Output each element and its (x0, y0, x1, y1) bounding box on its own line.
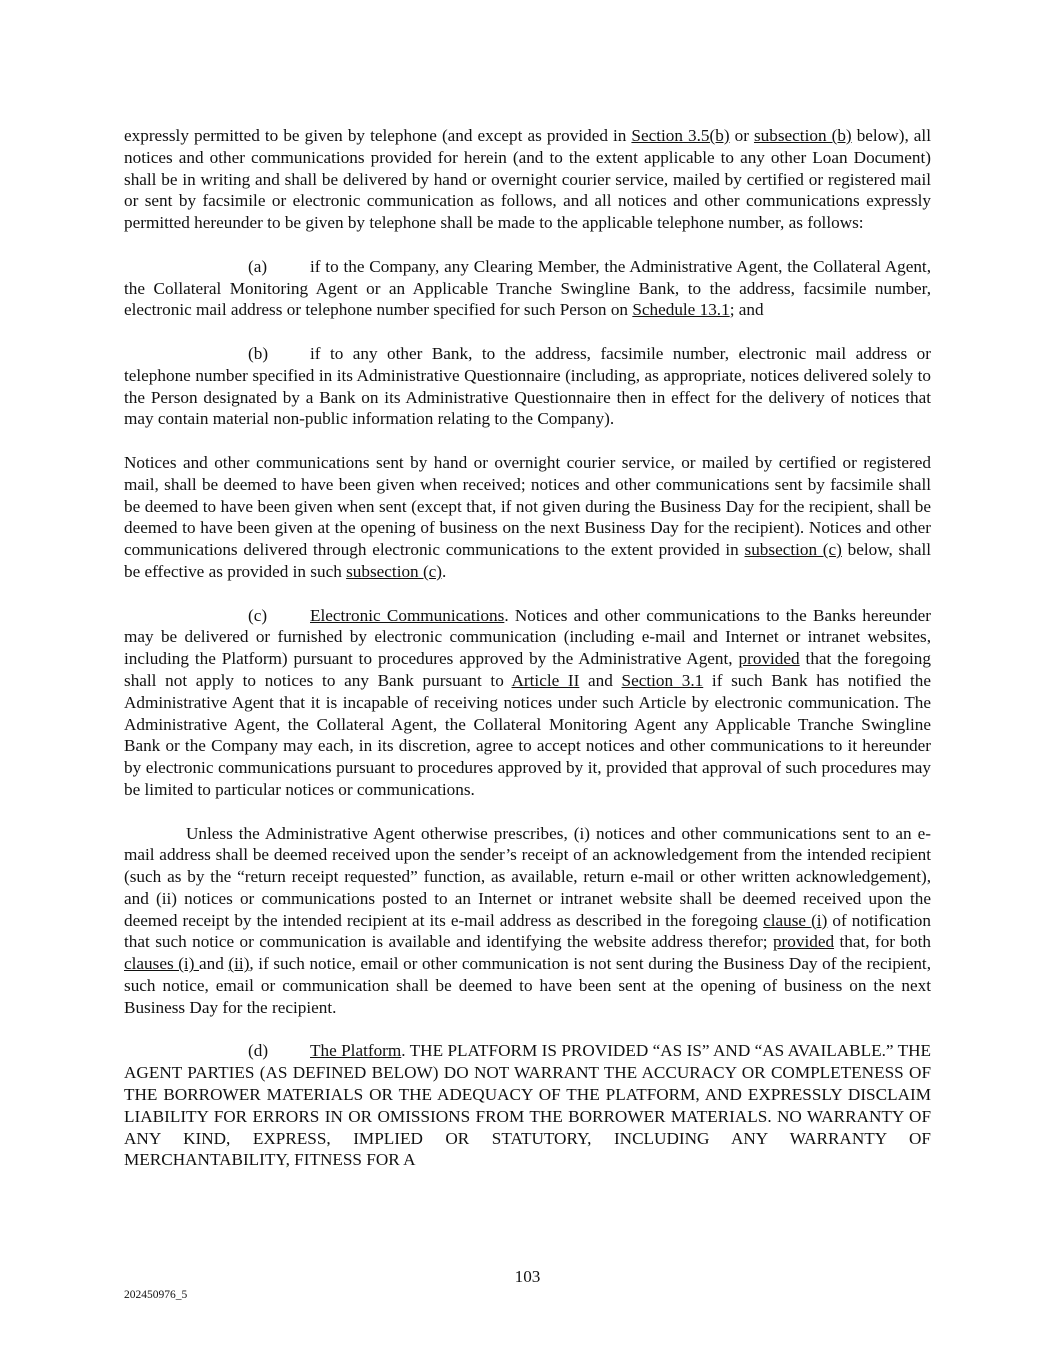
text-run: ; and (729, 300, 764, 320)
cross-reference: clauses (i) (124, 954, 200, 974)
cross-reference: Section 3.1 (621, 670, 704, 690)
text-run: Unless the Administrative Agent otherwise prescribes, (i) notices and other communications sent to an e-mail address shall be deemed received upon the sender’s receipt of an acknowledgement from the intended recipient (such as by the “return receipt requested” function, as available, return e-mail or other written acknowledgement), and (ii) notices or communications posted to an Internet or intranet website shall be deemed received upon the deemed receipt by the intended recipient at its e-mail address as described in the foregoing (124, 823, 931, 930)
cross-reference: subsection (c) (346, 561, 443, 581)
text-run: of notification that such notice or communication is available and identifying the website address therefor; (124, 910, 931, 952)
text-run: expressly permitted to be given by telephone (and except as provided in (124, 126, 632, 145)
text-run: below), all notices and other communications provided for herein (and to the extent applicable to any other Loan Document) shall be in writing and shall be delivered by hand or overnight courier service, mailed by certified or registered mail or sent by facsimile or electronic communication as follows, and all notices and other communications expressly permitted hereunder to be given by telephone shall be made to the applicable telephone number, as follows: (124, 126, 931, 233)
text-run: if such Bank has notified the Administrative Agent that it is incapable of receiving notices under such Article by electronic communication. The Administrative Agent, the Collateral Agent, the Collateral Monitoring Agent any Applicable Tranche Swingline Bank or the Company may each, in its discretion, agree to accept notices and other communications to it hereunder by electronic communications pursuant to procedures approved by it, provided that approval of such procedures may be limited to particular notices or communications. (124, 670, 931, 799)
text-run: if to the Company, any Clearing Member, the Administrative Agent, the Collateral Agent, the Collateral Monitoring Agent or an Applicable Tranche Swingline Bank, to the address, facsimile number, electronic mail address or telephone number specified for such Person on (124, 256, 931, 320)
text-run: that, for both (834, 932, 931, 952)
document-id: 202450976_5 (124, 1289, 188, 1301)
cross-reference: (ii) (228, 954, 250, 974)
paragraph-c (124, 605, 931, 801)
text-run: below, shall be effective as provided in such (124, 540, 931, 581)
cross-reference: subsection (b) (753, 126, 852, 145)
clause-label: (b) (248, 343, 269, 363)
text-run: and (199, 954, 229, 974)
text-run: . Notices and other communications to the Banks hereunder may be delivered or furnished by electronic communication (including e-mail and Internet or intranet websites, including the Platform) pursuant to procedures approved by the Administrative Agent, (124, 605, 931, 669)
text-run: , if such notice, email or other communication is not sent during the Business Day of the recipient, such notice, email or communication shall be deemed to have been sent at the opening of business on the next Business Day for the recipient. (124, 954, 932, 1017)
defined-term: provided (772, 932, 835, 952)
text-run: that the foregoing shall not apply to notices to any Bank pursuant to (124, 649, 931, 690)
cross-reference: Article II (511, 670, 580, 690)
paragraph-unless (124, 823, 931, 1019)
clause-label: (c) (248, 605, 268, 625)
clause-heading: Electronic Communications (310, 605, 505, 625)
paragraph-b (124, 343, 931, 430)
defined-term: provided (738, 649, 800, 669)
clause-label: (a) (248, 256, 268, 276)
clause-label: (d) (248, 1041, 269, 1061)
text-run: or (729, 126, 754, 145)
cross-reference: subsection (c) (744, 540, 842, 560)
cross-reference: Section 3.5(b) (631, 126, 730, 145)
text-run: . THE PLATFORM IS PROVIDED “AS IS” AND “AS AVAILABLE.” THE AGENT PARTIES (AS DEFINED BELOW) DO NOT WARRANT THE ACCURACY OR COMPLETENESS OF THE BORROWER MATERIALS OR THE ADEQUACY OF THE PLATFORM, AND EXPRESSLY DISCLAIM LIABILITY FOR ERRORS IN OR OMISSIONS FROM THE BORROWER MATERIALS. NO WARRANTY OF ANY KIND, EXPRESS, IMPLIED OR STATUTORY, INCLUDING ANY WARRANTY OF MERCHANTABILITY, FITNESS FOR A (124, 1041, 931, 1170)
cross-reference: Schedule 13.1 (632, 300, 730, 320)
paragraph-d (124, 1040, 931, 1171)
text-run: . (442, 561, 447, 581)
clause-heading: The Platform (310, 1041, 402, 1061)
text-run: and (579, 670, 622, 690)
text-run: if to any other Bank, to the address, facsimile number, electronic mail address or telephone number specified in its Administrative Questionnaire (including, as appropriate, notices delivered solely to the Person designated by a Bank on its Administrative Questionnaire then in effect for the delivery of notices that may contain material non-public information relating to the Company). (124, 343, 931, 429)
paragraph-a (124, 256, 931, 321)
paragraph-intro (124, 125, 931, 234)
body-text (124, 125, 931, 1171)
page-number: 103 (514, 1267, 541, 1286)
cross-reference: clause (i) (763, 910, 828, 930)
paragraph-notices (124, 452, 931, 583)
text-run: Notices and other communications sent by hand or overnight courier service, or mailed by certified or registered mail, shall be deemed to have been given when received; notices and other communications sent by facsimile shall be deemed to have been given when sent (except that, if not given during the Business Day for the recipient, shall be deemed to have been given at the opening of business on the next Business Day for the recipient). Notices and other communications delivered through electronic communications to the extent provided in (124, 452, 931, 560)
